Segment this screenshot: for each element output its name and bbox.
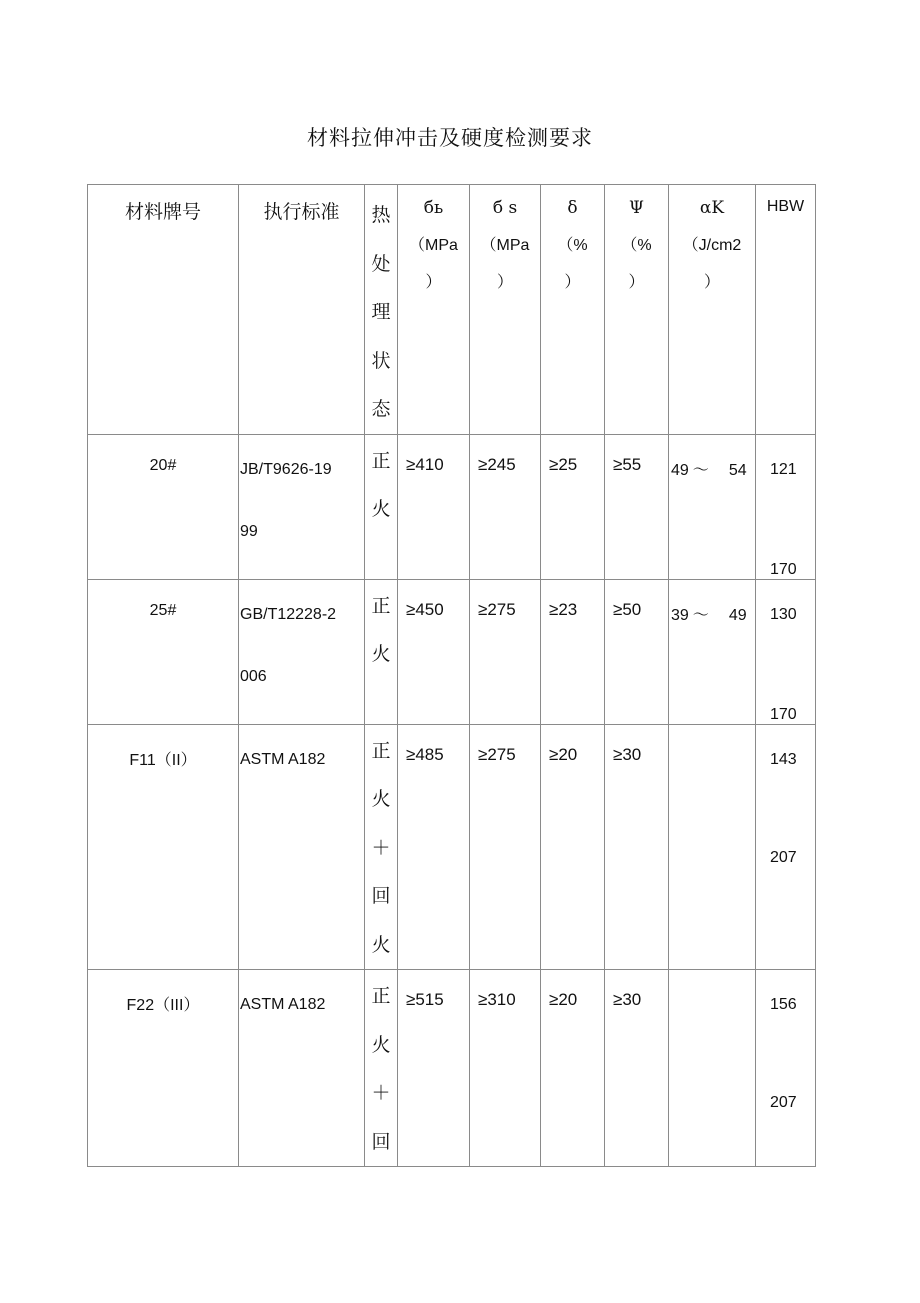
- cell-ak: 49 ～ 54: [669, 434, 756, 579]
- cell-delta: ≥20: [541, 724, 605, 970]
- cell-delta: ≥20: [541, 970, 605, 1167]
- cell-sb: ≥410: [398, 434, 470, 579]
- cell-heat-treatment: 正 火: [365, 579, 398, 724]
- header-psi: Ψ （% ）: [605, 185, 669, 435]
- cell-hbw: 143 207: [756, 724, 816, 970]
- cell-ss: ≥245: [470, 434, 541, 579]
- table-row: [88, 434, 816, 579]
- table-row: [88, 970, 816, 1167]
- cell-hbw: 156 207: [756, 970, 816, 1167]
- cell-sb: ≥515: [398, 970, 470, 1167]
- table-row: [88, 724, 816, 970]
- cell-ak: [669, 724, 756, 970]
- cell-psi: ≥50: [605, 579, 669, 724]
- cell-grade: F22（III）: [88, 970, 239, 1167]
- cell-psi: ≥30: [605, 724, 669, 970]
- cell-ak: 39 ～ 49: [669, 579, 756, 724]
- cell-grade: 25#: [88, 579, 239, 724]
- cell-sb: ≥485: [398, 724, 470, 970]
- cell-heat-treatment: 正 火 ＋ 回 火: [365, 724, 398, 970]
- cell-ak: [669, 970, 756, 1167]
- cell-standard: ASTM A182: [239, 970, 365, 1167]
- header-sb: бь （MPa ）: [398, 185, 470, 435]
- header-hbw: HBW: [756, 185, 816, 435]
- cell-ss: ≥275: [470, 579, 541, 724]
- cell-ss: ≥310: [470, 970, 541, 1167]
- cell-psi: ≥55: [605, 434, 669, 579]
- cell-psi: ≥30: [605, 970, 669, 1167]
- header-grade: 材料牌号: [88, 185, 239, 435]
- cell-grade: 20#: [88, 434, 239, 579]
- table-row: [88, 579, 816, 724]
- cell-ss: ≥275: [470, 724, 541, 970]
- header-ak: αK （J/cm2 ）: [669, 185, 756, 435]
- cell-grade: F11（II）: [88, 724, 239, 970]
- header-heat-treatment: 热 处 理 状 态: [365, 185, 398, 435]
- cell-delta: ≥23: [541, 579, 605, 724]
- requirements-table: [87, 184, 816, 1167]
- cell-standard: JB/T9626-19 99: [239, 434, 365, 579]
- header-delta: δ （% ）: [541, 185, 605, 435]
- cell-sb: ≥450: [398, 579, 470, 724]
- header-standard: 执行标准: [239, 185, 365, 435]
- cell-standard: ASTM A182: [239, 724, 365, 970]
- cell-heat-treatment: 正 火: [365, 434, 398, 579]
- cell-standard: GB/T12228-2 006: [239, 579, 365, 724]
- cell-delta: ≥25: [541, 434, 605, 579]
- cell-heat-treatment: 正 火 ＋ 回: [365, 970, 398, 1167]
- header-ss: б s （MPa ）: [470, 185, 541, 435]
- cell-hbw: 130 170: [756, 579, 816, 724]
- table-header-row: [88, 185, 816, 435]
- cell-hbw: 121 170: [756, 434, 816, 579]
- page-title: 材料拉伸冲击及硬度检测要求: [307, 126, 593, 150]
